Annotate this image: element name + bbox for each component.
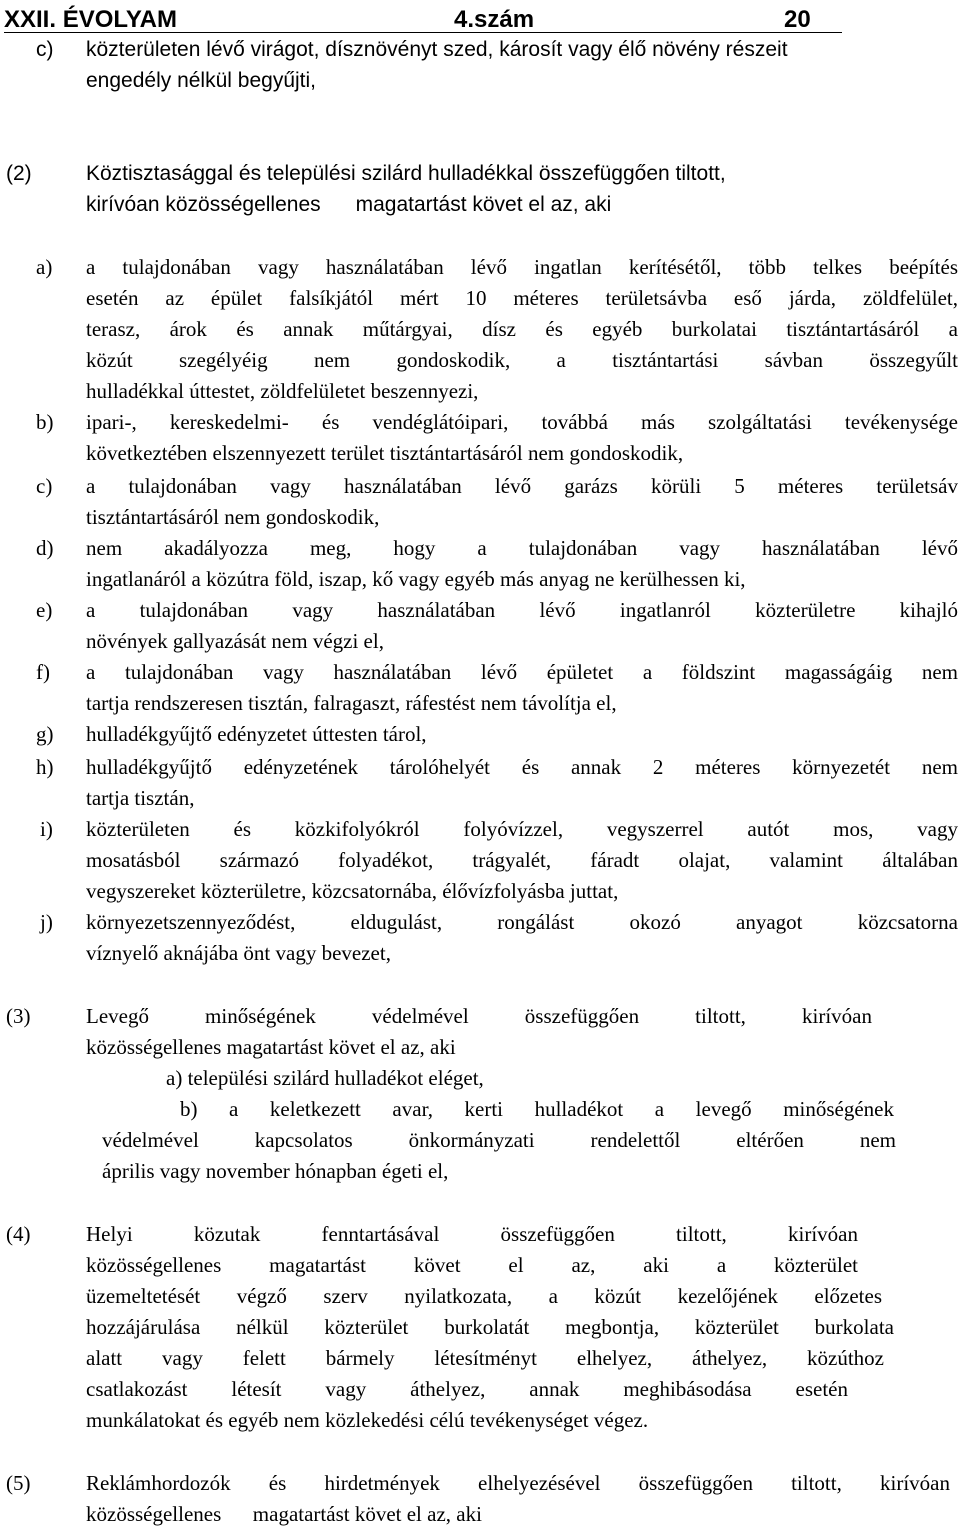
section-4-number: (4) bbox=[6, 1222, 31, 1246]
item-c-marker: c) bbox=[36, 474, 53, 498]
section-4-line-5: alatt vagy felett bármely létesítményt elhelyez, áthelyez, közúthoz bbox=[86, 1346, 884, 1370]
section-3-number: (3) bbox=[6, 1004, 31, 1028]
item-j-line-2: víznyelő aknájába önt vagy bevezet, bbox=[86, 941, 391, 965]
item-e-marker: e) bbox=[36, 598, 53, 622]
item-h-line-2: tartja tisztán, bbox=[86, 786, 195, 810]
section-2-heading-line-2: kirívóan közösségellenes magatartást követ el az, aki bbox=[86, 193, 612, 216]
section-5-line-1: Reklámhordozók és hirdetmények elhelyezésével összefüggően tiltott, kirívóan bbox=[86, 1471, 950, 1495]
volume-label: XXII. ÉVOLYAM bbox=[4, 6, 177, 33]
page-header bbox=[4, 4, 842, 33]
section-3-heading-line-1: Levegő minőségének védelmével összefüggően tiltott, kirívóan bbox=[86, 1004, 872, 1028]
item-a-line-5: hulladékkal úttestet, zöldfelületet beszennyezi, bbox=[86, 379, 479, 403]
item-g-line-1: hulladékgyűjtő edényzetet úttesten tárol, bbox=[86, 722, 427, 746]
page-number: 20 bbox=[784, 6, 811, 33]
item-i-line-3: vegyszereket közterületre, közcsatornába, élővízfolyásba juttat, bbox=[86, 879, 619, 903]
item-e-line-1: a tulajdonában vagy használatában lévő ingatlanról közterületre kihajló bbox=[86, 598, 958, 622]
item-j-marker: j) bbox=[40, 910, 53, 934]
item-b-line-1: ipari-, kereskedelmi- és vendéglátóipari, továbbá más szolgáltatási tevékenysége bbox=[86, 410, 958, 434]
item-f-line-2: tartja rendszeresen tisztán, falragaszt, ráfestést nem távolítja el, bbox=[86, 691, 617, 715]
item-g-marker: g) bbox=[36, 722, 54, 746]
item-h-line-1: hulladékgyűjtő edényzetének tárolóhelyét és annak 2 méteres környezetét nem bbox=[86, 755, 958, 779]
item-a-marker: a) bbox=[36, 255, 53, 279]
item-h-marker: h) bbox=[36, 755, 54, 779]
section-4-line-6: csatlakozást létesít vagy áthelyez, annak meghibásodása esetén bbox=[86, 1377, 848, 1401]
section-5-number: (5) bbox=[6, 1471, 31, 1495]
section-3-item-b-line-1: b) a keletkezett avar, kerti hulladékot a levegő minőségének bbox=[180, 1097, 894, 1121]
item-b-line-2: következtében elszennyezett terület tisztántartásáról nem gondoskodik, bbox=[86, 441, 684, 465]
item-i-line-2: mosatásból származó folyadékot, trágyalét, fáradt olajat, valamint általában bbox=[86, 848, 958, 872]
section-2-number: (2) bbox=[6, 162, 32, 185]
section-4-line-4: hozzájárulása nélkül közterület burkolatát megbontja, közterület burkolata bbox=[86, 1315, 894, 1339]
item-a-line-3: terasz, árok és annak műtárgyai, dísz és egyéb burkolatai tisztántartásáról a bbox=[86, 317, 958, 341]
item-a-line-2: esetén az épület falsíkjától mért 10 méteres területsávba eső járda, zöldfelület, bbox=[86, 286, 958, 310]
section-3-item-a: a) települési szilárd hulladékot eléget, bbox=[166, 1066, 484, 1090]
section-5-line-2: közösségellenes magatartást követ el az, aki bbox=[86, 1502, 482, 1526]
item-d-line-2: ingatlanáról a közútra föld, iszap, kő vagy egyéb más anyag ne kerülhessen ki, bbox=[86, 567, 746, 591]
intro-item-line-1: közterületen lévő virágot, dísznövényt szed, károsít vagy élő növény részeit bbox=[86, 38, 788, 61]
section-4-line-1: Helyi közutak fenntartásával összefüggően tiltott, kirívóan bbox=[86, 1222, 858, 1246]
item-i-marker: i) bbox=[40, 817, 53, 841]
section-3-heading-line-2: közösségellenes magatartást követ el az, aki bbox=[86, 1035, 456, 1059]
item-i-line-1: közterületen és közkifolyókról folyóvízzel, vegyszerrel autót mos, vagy bbox=[86, 817, 958, 841]
intro-item-marker: c) bbox=[36, 38, 54, 61]
item-f-marker: f) bbox=[36, 660, 50, 684]
item-b-marker: b) bbox=[36, 410, 54, 434]
item-a-line-4: közút szegélyéig nem gondoskodik, a tisztántartási sávban összegyűlt bbox=[86, 348, 958, 372]
section-4-line-2: közösségellenes magatartást követ el az, aki a közterület bbox=[86, 1253, 858, 1277]
section-4-line-7: munkálatokat és egyéb nem közlekedési célú tevékenységet végez. bbox=[86, 1408, 649, 1432]
item-c-line-1: a tulajdonában vagy használatában lévő garázs körüli 5 méteres területsáv bbox=[86, 474, 958, 498]
section-3-item-b-line-3: április vagy november hónapban égeti el, bbox=[102, 1159, 449, 1183]
section-2-heading-line-1: Köztisztasággal és települési szilárd hulladékkal összefüggően tiltott, bbox=[86, 162, 726, 185]
item-c-line-2: tisztántartásáról nem gondoskodik, bbox=[86, 505, 380, 529]
section-3-item-b-line-2: védelmével kapcsolatos önkormányzati rendelettől eltérően nem bbox=[102, 1128, 896, 1152]
issue-label: 4.szám bbox=[454, 6, 535, 33]
item-a-line-1: a tulajdonában vagy használatában lévő ingatlan kerítésétől, több telkes beépítés bbox=[86, 255, 958, 279]
item-d-marker: d) bbox=[36, 536, 54, 560]
intro-item-line-2: engedély nélkül begyűjti, bbox=[86, 69, 316, 92]
item-e-line-2: növények gallyazását nem végzi el, bbox=[86, 629, 384, 653]
item-f-line-1: a tulajdonában vagy használatában lévő épületet a földszint magasságáig nem bbox=[86, 660, 958, 684]
section-4-line-3: üzemeltetését végző szerv nyilatkozata, a közút kezelőjének előzetes bbox=[86, 1284, 882, 1308]
item-d-line-1: nem akadályozza meg, hogy a tulajdonában vagy használatában lévő bbox=[86, 536, 958, 560]
item-j-line-1: környezetszennyeződést, eldugulást, rongálást okozó anyagot közcsatorna bbox=[86, 910, 958, 934]
